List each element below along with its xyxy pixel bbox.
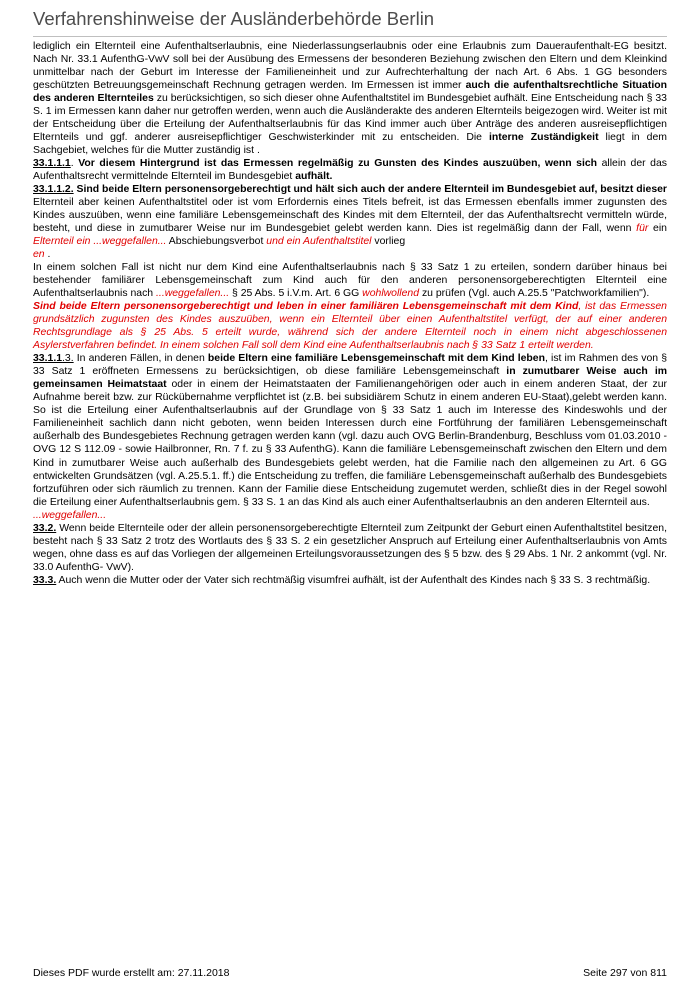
text: .: [70, 158, 79, 170]
section-number: 33.3.: [33, 574, 57, 586]
amendment-text: ...weggefallen...: [33, 509, 107, 521]
amendment-text: für: [636, 223, 649, 235]
paragraph-removed: [33, 509, 667, 522]
paragraph-intro: [33, 40, 667, 157]
text: lediglich ein Elternteil eine Aufenthaltserlaubnis, eine Niederlassungserlaubnis oder eine Erlaubnis zum Daueraufenthalt-EG besitzt. Nach Nr. 33.1 AufenthG-VwV soll bei der Ausübung des Ermessens der besonderen Beziehung zwischen den Eltern und dem Kleinkind unmittelbar nach der Geburt im Interesse der Familieneinheit und zur Aufrechterhaltung der nach Art. 6 Abs. 1 GG besonders geschützten Betreuungsgemeinschaft Rechnung getragen werden. Im Ermessen ist immer: [33, 41, 667, 92]
paragraph-33-1-1-3: [33, 352, 667, 508]
text: vorlieg: [371, 236, 406, 248]
emphasis: interne Zuständigkeit: [488, 132, 599, 144]
document-body: [33, 40, 667, 587]
paragraph-33-2: [33, 522, 667, 574]
amendment-text: ...weggefallen...: [156, 288, 230, 300]
text: In anderen Fällen, in denen: [73, 353, 208, 365]
text: ein: [648, 223, 667, 235]
emphasis: auch die aufenthaltsrechtliche Situation des anderen Elternteiles: [33, 80, 667, 105]
text: liegt in dem Sachgebiet, welches für die Mutter zuständig ist .: [33, 132, 667, 157]
footer-page-number: Seite 297 von 811: [583, 967, 667, 979]
paragraph-followup: [33, 261, 667, 300]
text: zu prüfen (Vgl. auch A.25.5 "Patchworkfamilien").: [419, 288, 650, 300]
text: § 25 Abs. 5 i.V.m. Art. 6 GG: [229, 288, 363, 300]
emphasis: Sind beide Eltern personensorgeberechtigt und hält sich auch der andere Elternteil im Bundesgebiet auf, besitzt dieser: [73, 184, 667, 196]
footer-created-date: Dieses PDF wurde erstellt am: 27.11.2018: [33, 967, 230, 979]
amendment-text: , ist das Ermessen grundsätzlich zugunsten des Kindes auszuüben, wenn ein Elternteil über einen Aufenthaltstitel verfügt, der auf einer anderen Rechtsgrundlage als § 25 Abs. 5 erteilt wurde, während sich der andere Elternteil noch in einem nicht abgeschlossenen Asylerstverfahren befindet. In einem solchen Fall soll dem Kind eine Aufenthaltserlaubnis nach § 33 Satz 1 erteilt werden.: [33, 301, 667, 352]
text: Wenn beide Elternteile oder der allein personensorgeberechtigte Elternteil zum Zeitpunkt der Geburt einen Aufenthaltstitel besitzen, besteht nach § 33 Satz 2 trotz des Wortlauts des § 33 S. 2 ein gesetzlicher Anspruch auf Erteilung einer Aufenthaltserlaubnis von Amts wegen, ohne dass es auf das Vorliegen der allgemeinen Erteilungsvoraussetzungen des § 5 bzw. des § 29 Abs. 1 Nr. 2 ankommt (vgl. Nr. 33.0 AufenthG- VwV).: [33, 522, 667, 573]
emphasis: in zumutbarer Weise auch im gemeinsamen Heimatstaat: [33, 366, 667, 391]
emphasis: beide Eltern eine familiäre Lebensgemeinschaft mit dem Kind leben: [207, 353, 545, 365]
text: allein der das Aufenthaltsrecht vermittelnde Elternteil im Bundesgebiet: [33, 158, 667, 183]
text: oder in einem der Heimatstaaten der Familienangehörigen oder auch in einem anderen Staat, der zur Aufnahme bereit bzw. zur Rückübernahme verpflichtet ist (z.B. bei subsidiärem Schutz in einem anderen EU-Staat),gelebt werden kann. So ist die Erteilung einer Aufenthaltserlaubnis auf der Grundlage von § 33 Satz 1 auch im Interesse des Kindeswohls und der Familieneinheit sachlich dann nicht geboten, wenn beiden Interessen durch eine Fortführung der familiären Lebensgemeinschaft außerhalb des Bundesgebietes Rechnung getragen werden kann (vgl. dazu auch OVG Berlin-Brandenburg, Beschluss vom 01.03.2010 - OVG 12 S 112.09 - sowie Hailbronner, Rn. 7 f. zu § 33 AufenthG). Kann die familiäre Lebensgemeinschaft zwischen den Eltern und dem Kind in zumutbarer Weise auch außerhalb des Bundesgebiets gelebt werden, hat die Familie nach den allgemeinen zu Art. 6 GG entwickelten Grundsätzen (vgl. A.25.5.1. ff.) die Entscheidung zu treffen, die familiäre Lebensgemeinschaft außerhalb des Bundesgebiets fortzuführen oder sich räumlich zu trennen. Kann der Familie diese Entscheidung zugemutet werden, schließt dies in der Regel sowohl die Erteilung einer Aufenthaltserlaubnis gem. § 33 S. 1 an das Kind als auch einer Aufenthaltserlaubnis an den anderen Elternteil aus.: [33, 379, 668, 508]
text: , ist im Rahmen des von § 33 Satz 1 eröffneten Ermessens zu berücksichtigen, ob diese familiäre Lebensgemeinschaft: [33, 353, 667, 378]
text: zu berücksichtigen, so sich dieser ohne Aufenthaltstitel im Bundesgebiet aufhält. Eine Entscheidung nach § 33 S. 1 im Ermessen kann daher nur getroffen werden, wenn auch die Ausländerakte des anderen Elternteils beigezogen wird. Weiter ist mit der Entscheidung über die Erteilung der Aufenthaltserlaubnis für das Kind immer auch über Anträge des anderen ausreisepflichtigen Elternteils und ggf. anderer ausreisepflichtiger Geschwisterkinder mit zu entscheiden. Die: [33, 93, 667, 144]
paragraph-amendment: [33, 300, 667, 352]
paragraph-33-3: [33, 574, 667, 587]
section-number: 33.1.1: [33, 353, 63, 365]
title-divider: [33, 36, 667, 37]
amendment-text: en: [33, 249, 45, 261]
section-number: 33.1.1.1: [33, 158, 71, 170]
amendment-text: und ein Aufenthaltstitel: [266, 236, 372, 248]
page-title: Verfahrenshinweise der Ausländerbehörde Berlin: [33, 8, 435, 29]
text: Abschiebungsverbot: [166, 236, 267, 248]
text: Auch wenn die Mutter oder der Vater sich rechtmäßig visumfrei aufhält, ist der Aufenthalt des Kindes nach § 33 S. 3 rechtmäßig.: [56, 574, 651, 586]
section-number: 33.1.1.2.: [33, 184, 74, 196]
text: Elternteil aber keinen Aufenthaltstitel oder ist vom Erfordernis eines Titels befreit, ist das Ermessen ebenfalls immer zugunsten des Kindes auszuüben, wenn eine familiäre Lebensgemeinschaft des Kindes mit dem Elternteil, der das Aufenthaltsrecht vermitteln würde, besteht, und diese in zumutbarer Weise nur im Bundesgebiet gelebt werden kann. Dies ist regelmäßig dann der Fall, wenn: [33, 197, 667, 235]
section-number-suffix: .3.: [62, 353, 74, 365]
amendment-text: Elternteil ein ...weggefallen...: [33, 236, 167, 248]
text: In einem solchen Fall ist nicht nur dem Kind eine Aufenthaltserlaubnis nach § 33 Satz 1 zu erteilen, sondern darüber hinaus bei bestehender familiärer Lebensgemeinschaft zum Kind auch für den anderen personensorgeberechtigten Elternteil eine Aufenthaltserlaubnis nach: [33, 262, 667, 300]
paragraph-33-1-1-2: [33, 183, 667, 261]
paragraph-33-1-1-1: [33, 157, 667, 183]
section-number: 33.2.: [33, 522, 57, 534]
amendment-emphasis: Sind beide Eltern personensorgeberechtigt und leben in einer familiären Lebensgemeinschaft mit dem Kind: [33, 301, 579, 313]
amendment-text: wohlwollend: [362, 288, 420, 300]
text: .: [44, 249, 51, 261]
emphasis: Vor diesem Hintergrund ist das Ermessen regelmäßig zu Gunsten des Kindes auszuüben, wenn sich: [78, 158, 598, 170]
emphasis: aufhält.: [295, 171, 333, 183]
